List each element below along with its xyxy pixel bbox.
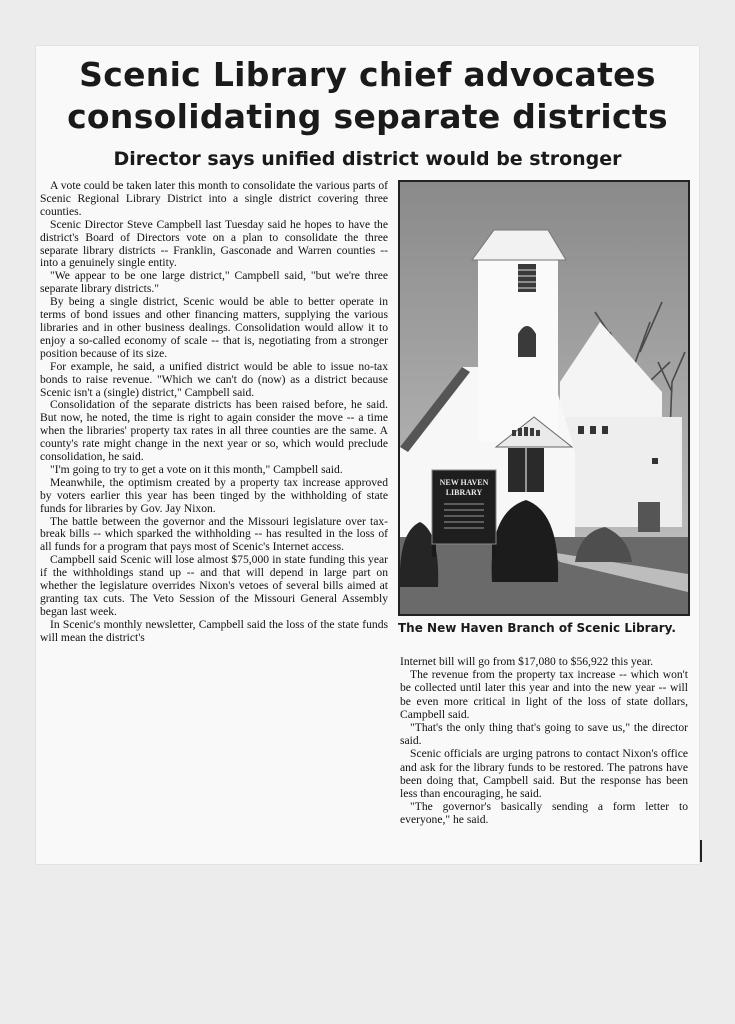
clipping-edge-mark <box>700 840 702 862</box>
paragraph: The revenue from the property tax increase -- which won't be collected until later this year and into the new year -- will be even more critical in light of the loss of state dollars, Campbell said. <box>400 668 688 721</box>
headline-line-1: Scenic Library chief advocates <box>79 55 656 94</box>
paragraph: "The governor's basically sending a form letter to everyone," he said. <box>400 800 688 827</box>
paragraph: In Scenic's monthly newsletter, Campbell said the loss of the state funds will mean the district's <box>40 617 388 644</box>
library-photo <box>398 180 690 616</box>
trash-bin <box>638 502 660 532</box>
paragraph: Campbell said Scenic will lose almost $75,000 in state funding this year if the withholdings stand up -- and that will depend in large part on whether the legislature overrides Nixon's vetoes of several bills aimed at granting tax cuts. The Veto Session of the Missouri General Assembly began last week. <box>40 553 388 618</box>
paragraph: Meanwhile, the optimism created by a property tax increase approved by voters earlier this year has been tinged by the withholding of state funds for libraries by Gov. Jay Nixon. <box>40 475 388 515</box>
article-column-left <box>40 180 388 645</box>
paragraph: Scenic Director Steve Campbell last Tuesday said he hopes to have the district's Board of Directors vote on a plan to consolidate the three separate library districts -- Franklin, Gasconade and Warren counties -- into a genuinely single entity. <box>40 217 388 270</box>
paragraph: By being a single district, Scenic would be able to better operate in terms of bond issues and other financing matters, supplying the various libraries and in other business dealings. Consolidation would allow it to enjoy a so-called economy of scale -- that is, negotiating from a stronger position because of its size. <box>40 295 388 360</box>
arched-window <box>518 326 536 357</box>
paragraph: Scenic officials are urging patrons to contact Nixon's office and ask for the library funds to be restored. The patrons have been doing that, Campbell said. But the response has been less than encouraging, he said. <box>400 747 688 801</box>
newspaper-clipping <box>36 46 699 864</box>
subheadline: Director says unified district would be stronger <box>113 148 622 170</box>
paragraph: For example, he said, a unified district would be able to issue no-tax bonds to raise revenue. "Which we can't do (now) as a district because Scenic isn't a (single) district," Campbell said. <box>40 359 388 399</box>
paragraph: A vote could be taken later this month to consolidate the various parts of Scenic Regional Library District into a single district covering three counties. <box>40 179 388 218</box>
paragraph: "I'm going to try to get a vote on it this month," Campbell said. <box>50 462 343 476</box>
headline-line-2: consolidating separate districts <box>67 97 668 136</box>
headline <box>36 54 699 138</box>
paragraph: "We appear to be one large district," Campbell said, "but we're three separate library districts." <box>40 269 388 296</box>
photo-caption: The New Haven Branch of Scenic Library. <box>398 621 676 635</box>
sign-text-line-1: NEW HAVEN <box>439 478 489 487</box>
paragraph: The battle between the governor and the Missouri legislature over tax-break bills -- which sparked the withholding -- has resulted in the loss of all funds for a program that pays most of Scenic's Internet access. <box>40 514 388 554</box>
sign-text-line-2: LIBRARY <box>445 488 483 497</box>
paragraph-continuation: Internet bill will go from $17,080 to $56,922 this year. <box>400 655 654 668</box>
paragraph: "That's the only thing that's going to save us," the director said. <box>400 721 688 748</box>
article-column-right <box>400 655 688 827</box>
paragraph: Consolidation of the separate districts has been raised before, he said. But now, he noted, the time is right to again consider the move -- a time when the libraries' property tax rates in all three counties are the same. A county's rate might change in the next year or so, which would preclude consolidation, he said. <box>40 398 388 464</box>
